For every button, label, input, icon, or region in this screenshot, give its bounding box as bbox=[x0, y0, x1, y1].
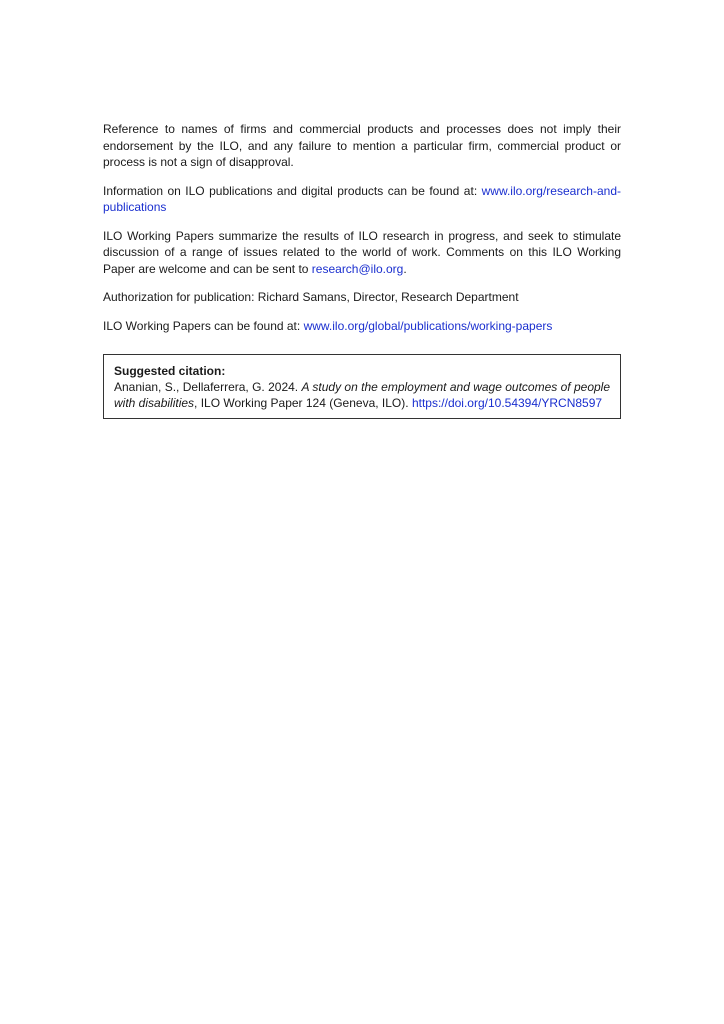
working-papers-summary-end: . bbox=[403, 261, 407, 276]
working-papers-location-paragraph bbox=[103, 318, 621, 335]
citation-title: Suggested citation: bbox=[114, 364, 226, 378]
working-papers-summary-text: ILO Working Papers summarize the results of ILO research in progress, and seek to stimulate discussion of a range of issues related to the world of work. Comments on this ILO Working Paper are welcome and can be sent to bbox=[103, 228, 621, 276]
research-publications-link[interactable]: www.ilo.org/research-and-publications bbox=[103, 183, 621, 214]
citation-work-title: A study on the employment and wage outcomes of people with disabilities bbox=[114, 380, 611, 410]
disclaimer-paragraph bbox=[103, 121, 621, 171]
citation-details: , ILO Working Paper 124 (Geneva, ILO). bbox=[194, 396, 412, 410]
research-email-link[interactable]: research@ilo.org bbox=[311, 261, 404, 276]
document-page bbox=[103, 121, 621, 419]
citation-authors: Ananian, S., Dellaferrera, G. 2024. bbox=[114, 380, 302, 394]
working-papers-location-text: ILO Working Papers can be found at: bbox=[103, 318, 304, 333]
suggested-citation-box bbox=[103, 354, 621, 419]
working-papers-summary-paragraph bbox=[103, 228, 621, 278]
disclaimer-text: Reference to names of firms and commercial products and processes does not imply their endorsement by the ILO, and any failure to mention a particular firm, commercial product or process is not a sign of disapproval. bbox=[103, 122, 621, 169]
working-papers-link[interactable]: www.ilo.org/global/publications/working-papers bbox=[303, 318, 553, 333]
doi-link[interactable]: https://doi.org/10.54394/YRCN8597 bbox=[411, 396, 603, 410]
citation-text bbox=[114, 379, 610, 411]
authorization-text: Authorization for publication: Richard Samans, Director, Research Department bbox=[103, 290, 519, 304]
info-publications-text: Information on ILO publications and digital products can be found at: bbox=[103, 183, 482, 198]
authorization-paragraph bbox=[103, 289, 621, 306]
info-publications-paragraph bbox=[103, 183, 621, 216]
